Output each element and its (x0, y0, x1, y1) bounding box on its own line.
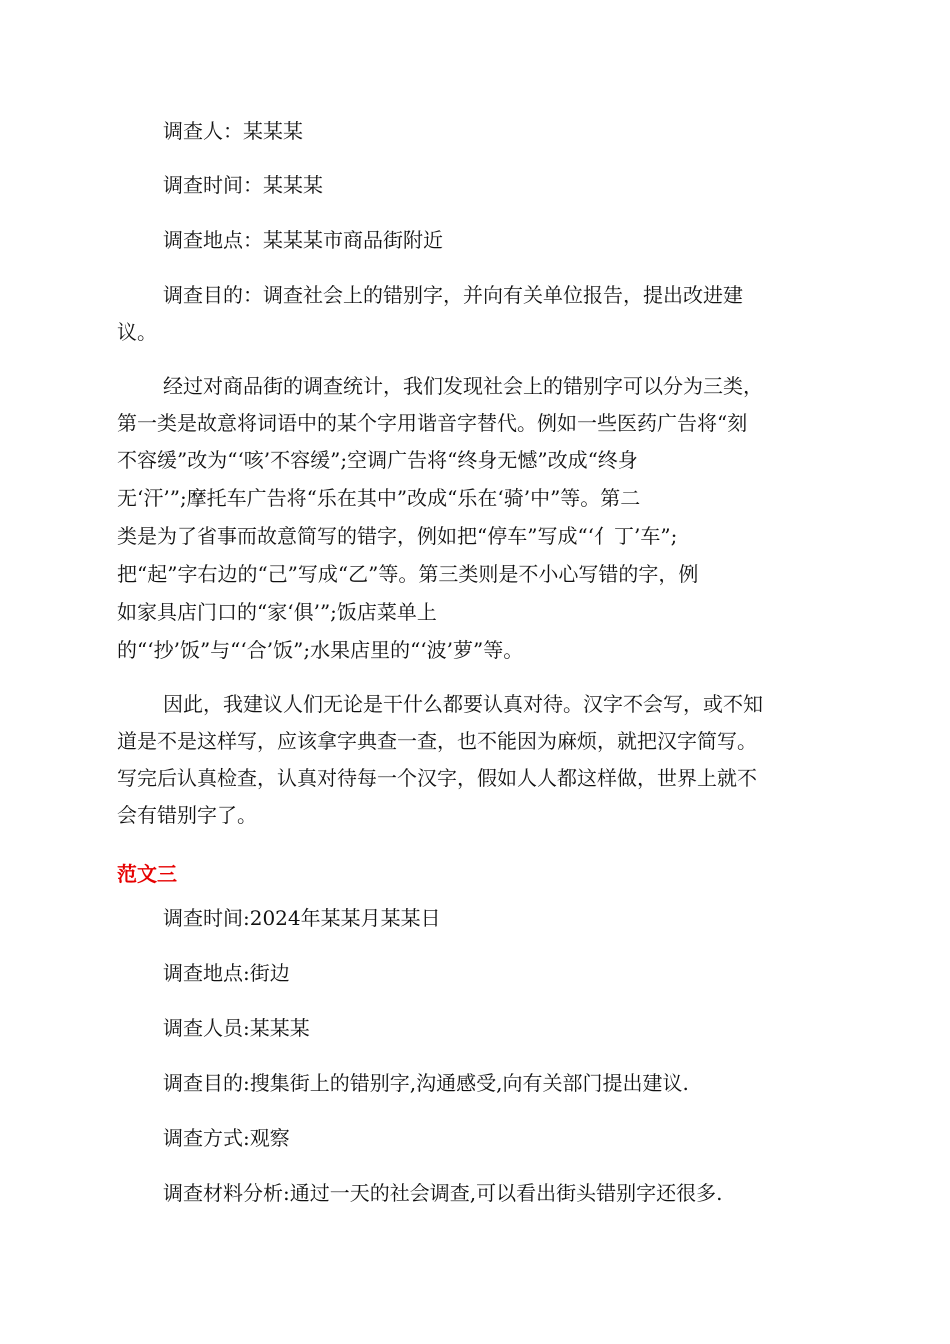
findings-line-6: 把“起”字右边的“己”写成“乙”等。第三类则是不小心写错的字，例 (117, 562, 699, 586)
s3-staff-line: 调查人员:某某某 (163, 1016, 310, 1040)
s3-method-line: 调查方式:观察 (163, 1126, 290, 1150)
findings-line-4: 无‘汗’”;摩托车广告将“乐在其中”改成“乐在‘骑’中”等。第二 (117, 486, 641, 510)
findings-line-5: 类是为了省事而故意简写的错字，例如把“停车”写成“‘亻丁’车”; (117, 524, 678, 548)
purpose-line-1: 调查目的：调查社会上的错别字，并向有关单位报告，提出改进建 (163, 283, 743, 307)
investigator-line: 调查人：某某某 (163, 119, 303, 143)
findings-line-1: 经过对商品街的调查统计，我们发现社会上的错别字可以分为三类， (163, 374, 763, 398)
purpose-line-2: 议。 (117, 320, 157, 344)
s3-purpose-line: 调查目的:搜集街上的错别字,沟通感受,向有关部门提出建议. (163, 1071, 689, 1095)
findings-line-3: 不容缓”改为“‘咳’不容缓”;空调广告将“终身无憾”改成“终身 (117, 448, 638, 472)
section-three-heading: 范文三 (117, 862, 177, 886)
time-line: 调查时间：某某某 (163, 173, 323, 197)
suggestion-line-1: 因此，我建议人们无论是干什么都要认真对待。汉字不会写，或不知 (163, 692, 763, 716)
location-line: 调查地点：某某某市商品街附近 (163, 228, 443, 252)
suggestion-line-2: 道是不是这样写，应该拿字典查一查，也不能因为麻烦，就把汉字简写。 (117, 729, 757, 753)
findings-line-2: 第一类是故意将词语中的某个字用谐音字替代。例如一些医药广告将“刻 (117, 411, 748, 435)
findings-line-8: 的“‘抄’饭”与“‘合’饭”;水果店里的“‘波’萝”等。 (117, 638, 524, 662)
s3-time-line: 调查时间:2024年某某月某某日 (163, 906, 441, 930)
suggestion-line-3: 写完后认真检查，认真对待每一个汉字，假如人人都这样做，世界上就不 (117, 766, 757, 790)
findings-line-7: 如家具店门口的“家‘俱’”;饭店菜单上 (117, 600, 437, 624)
s3-analysis-line: 调查材料分析:通过一天的社会调查,可以看出街头错别字还很多. (163, 1181, 723, 1205)
suggestion-line-4: 会有错别字了。 (117, 803, 257, 827)
s3-location-line: 调查地点:街边 (163, 961, 290, 985)
